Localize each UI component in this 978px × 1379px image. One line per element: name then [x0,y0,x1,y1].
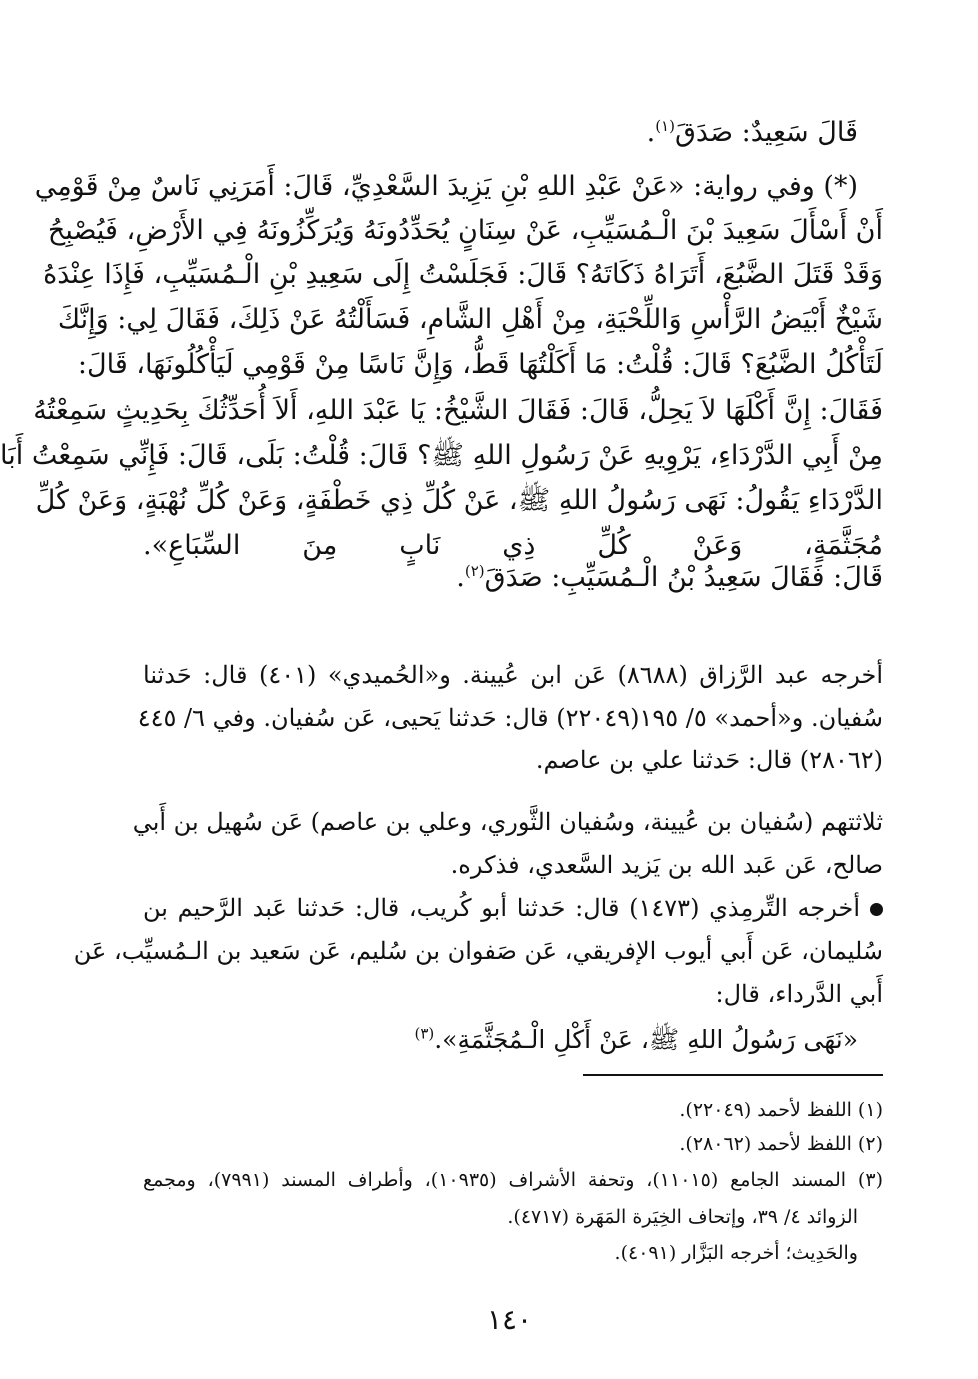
bullet-icon [870,903,883,916]
footnote-line: (١) اللفظ لأحمد (٢٢٠٤٩). [679,1099,883,1121]
hadith-line: قَالَ: فَقَالَ سَعِيدُ بْنُ الْـمُسَيِّبِ: صَدَقَ$^{(٢)}$. [456,562,883,593]
footnote-line: (٢) اللفظ لأحمد (٢٨٠٦٢). [679,1133,883,1155]
hadith-line: الدَّرْدَاءِ يَقُولُ: نَهَى رَسُولُ اللهِ ﷺ، عَنْ كُلِّ ذِي خَطْفَةٍ، وَعَنْ كُلِّ نُهْبَةٍ، وَعَنْ كُلِّ [35,485,883,516]
hadith-line: فَقَالَ: إِنَّ أَكْلَهَا لاَ يَحِلُّ، قَالَ: فَقَالَ الشَّيْخُ: يَا عَبْدَ اللهِ، أَلاَ أُحَدِّثُكَ بِحَدِيثٍ سَمِعْتُهُ [33,395,883,426]
hadith-line: لَتَأْكُلُ الضَّبُعَ؟ قَالَ: قُلْتُ: مَا أَكَلْتُهَا قَطُّ، وَإِنَّ نَاسًا مِنْ قَوْمِي لَيَأْكُلُونَهَا، قَالَ: [77,349,883,380]
takhrij-line: أخرجه عبد الرَّزاق (٨٦٨٨) عَن ابن عُيينة. و«الحُميدي» (٤٠١) قال: حَدثنا [143,661,883,689]
takhrij-line: ثلاثتهم (سُفيان بن عُيينة، وسُفيان الثَّوري، وعلي بن عاصم) عَن سُهيل بن أَبي [132,808,883,836]
takhrij-quote-line: «نَهَى رَسُولُ اللهِ ﷺ، عَنْ أَكْلِ الْـمُجَثَّمَةِ».$^{(٣)}$ [414,1024,858,1054]
footnote-line: (٣) المسند الجامع (١١٠١٥)، وتحفة الأشراف (١٠٩٣٥)، وأطراف المسند (٧٩٩١)، ومجمع [143,1169,883,1191]
takhrij-line: (٢٨٠٦٢) قال: حَدثنا علي بن عاصم. [535,746,883,774]
takhrij-line: سُليمان، عَن أَبي أيوب الإفريقي، عَن صَفوان بن سُليم، عَن سَعيد بن الـمُسيِّب، عَن [73,937,883,965]
hadith-line: مُجَثَّمَةٍ، وَعَنْ كُلِّ ذِي نَابٍ مِنَ السِّبَاعِ». [143,530,883,561]
footnote-separator [583,1074,883,1076]
hadith-line: وَقَدْ قَتَلَ الضَّبُعَ، أَتَرَاهُ ذَكَاتَهُ؟ قَالَ: فَجَلَسْتُ إِلَى سَعِيدِ بْنِ الْـمُسَيِّبِ، فَإِذَا عِنْدَهُ [43,259,883,290]
takhrij-line: سُفيان. و«أحمد» ٥/ ١٩٥(٢٢٠٤٩) قال: حَدثنا يَحيى، عَن سُفيان. وفي ٦/ ٤٤٥ [137,704,883,732]
hadith-line: قَالَ سَعِيدٌ: صَدَقَ$^{(١)}$. [646,117,858,148]
takhrij-line: أخرجه التِّرمِذي (١٤٧٣) قال: حَدثنا أبو كُريب، قال: حَدثنا عَبد الرَّحيم بن [143,888,883,928]
takhrij-line: أَبي الدَّرداء، قال: [715,980,883,1008]
footnote-mark: (٣) [414,1024,435,1043]
takhrij-line: صالح، عَن عَبد الله بن يَزيد السَّعدي، فذكره. [450,851,883,879]
footnote-mark: (٢) [464,562,485,580]
page-number: ١٤٠ [486,1303,533,1336]
hadith-line: (*) وفي رواية: «عَنْ عَبْدِ اللهِ بْنِ يَزِيدَ السَّعْدِيِّ، قَالَ: أَمَرَنِي نَاسٌ مِنْ قَوْمِي [34,171,858,202]
footnote-line: والحَدِيث؛ أخرجه البَزَّار (٤٠٩١). [614,1242,858,1264]
hadith-line: أَنْ أَسْأَلَ سَعِيدَ بْنَ الْـمُسَيِّبِ، عَنْ سِنَانٍ يُحَدِّدُونَهُ وَيُرَكِّزُونَهُ فِي الأَرْضِ، فَيُصْبِحُ [47,215,883,246]
hadith-line: مِنْ أَبِي الدَّرْدَاءِ، يَرْوِيهِ عَنْ رَسُولِ اللهِ ﷺ؟ قَالَ: قُلْتُ: بَلَى، قَالَ: فَإِنِّي سَمِعْتُ أَبَا [0,440,883,471]
footnote-line: الزوائد ٤/ ٣٩، وإتحاف الخِيَرة المَهَرة (٤٧١٧). [507,1206,858,1228]
hadith-line: شَيْخٌ أَبْيَضُ الرَّأْسِ وَاللِّحْيَةِ، مِنْ أَهْلِ الشَّامِ، فَسَأَلْتُهُ عَنْ ذَلِكَ، فَقَالَ لِي: وَإِنَّكَ [57,304,883,335]
footnote-mark: (١) [655,117,675,135]
